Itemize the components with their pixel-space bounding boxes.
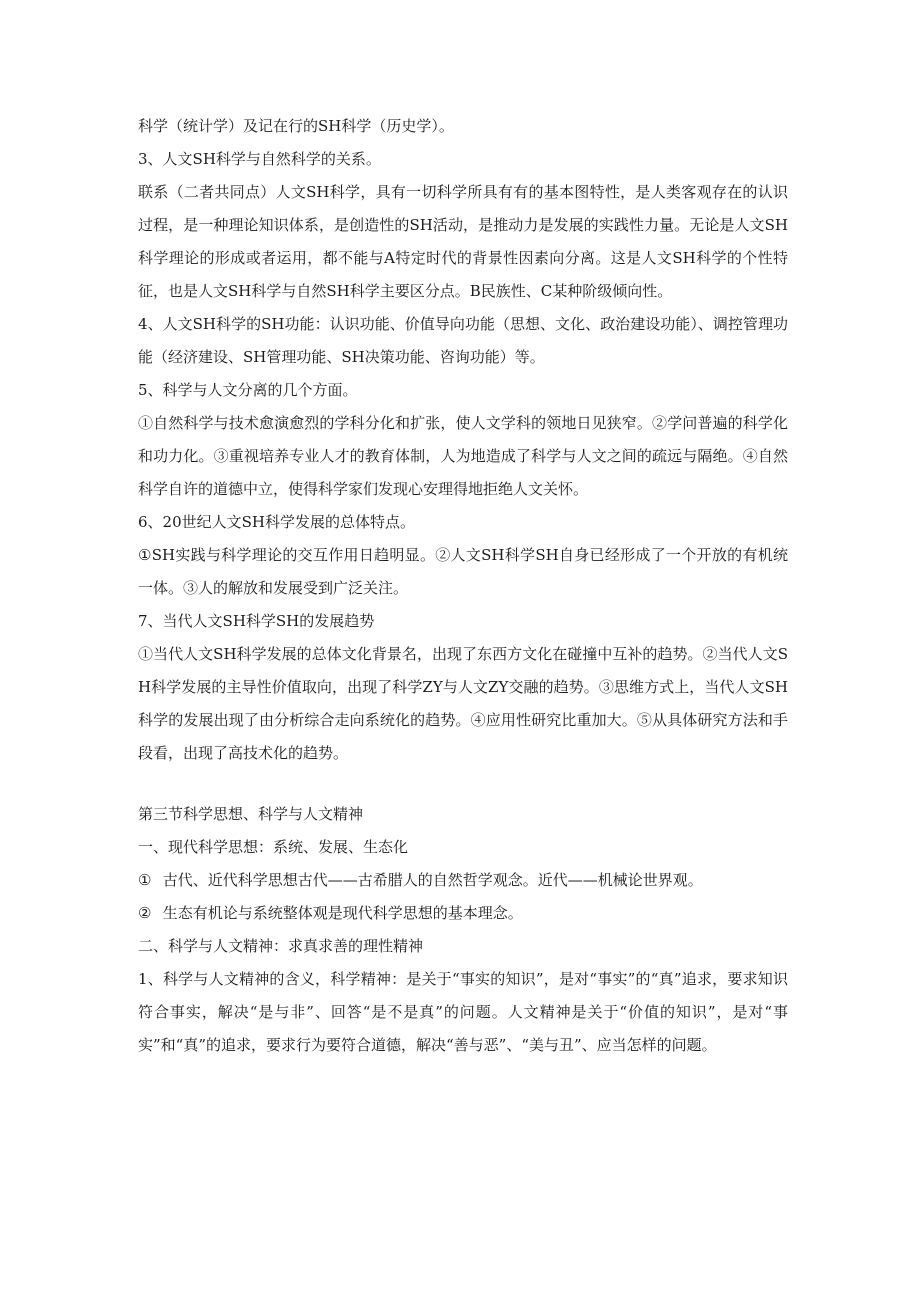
heading-6: 6、20世纪人文SH科学发展的总体特点。 bbox=[138, 513, 415, 531]
paragraph-separation: ①自然科学与技术愈演愈烈的学科分化和扩张，使人文学科的领地日见狭窄。②学问普遍的科学化和功力化。③重视培养专业人才的教育体制，人为地造成了科学与人文之间的疏远与隔绝。④自然科学自许的道德中立，使得科学家们发现心安理得地拒绝人文关怀。 bbox=[138, 414, 788, 498]
paragraph-spirit: 1、科学与人文精神的含义，科学精神：是关于“事实的知识”，是对“事实”的“真”追求，要求知识符合事实，解决“是与非”、回答“是不是真”的问题。人文精神是关于“价值的知识”，是对“事实”和“真”的追求，要求行为要符合道德，解决“善与恶”、“美与丑”、应当怎样的问题。 bbox=[138, 970, 788, 1054]
subsection-heading-2: 二、科学与人文精神：求真求善的理性精神 bbox=[138, 937, 424, 955]
paragraph-functions: 4、人文SH科学的SH功能：认识功能、价值导向功能（思想、文化、政治建设功能）、调控管理功能（经济建设、SH管理功能、SH决策功能、咨询功能）等。 bbox=[138, 315, 788, 366]
list-item bbox=[138, 897, 788, 930]
paragraph-trends: ①当代人文SH科学发展的总体文化背景名，出现了东西方文化在碰撞中互补的趋势。②当代人文SH科学发展的主导性价值取向，出现了科学ZY与人文ZY交融的趋势。③思维方式上，当代人文SH科学的发展出现了由分析综合走向系统化的趋势。④应用性研究比重加大。⑤从具体研究方法和手段看，出现了高技术化的趋势。 bbox=[138, 645, 788, 762]
list-item bbox=[138, 864, 788, 897]
paragraph-20th-century: ①SH实践与科学理论的交互作用日趋明显。②人文SH科学SH自身已经形成了一个开放的有机统一体。③人的解放和发展受到广泛关注。 bbox=[138, 546, 788, 597]
section-title: 第三节科学思想、科学与人文精神 bbox=[138, 805, 364, 823]
subsection-heading-1: 一、现代科学思想：系统、发展、生态化 bbox=[138, 838, 409, 856]
list-item-text: 古代、近代科学思想古代——古希腊人的自然哲学观念。近代——机械论世界观。 bbox=[162, 871, 703, 889]
paragraph-continuation: 科学（统计学）及记在行的SH科学（历史学）。 bbox=[138, 117, 454, 135]
list-item-text: 生态有机论与系统整体观是现代科学思想的基本理念。 bbox=[162, 904, 523, 922]
section-gap bbox=[138, 770, 788, 798]
list-marker: ② bbox=[138, 904, 152, 922]
document-page bbox=[138, 110, 788, 1062]
heading-7: 7、当代人文SH科学SH的发展趋势 bbox=[138, 612, 375, 630]
heading-3: 3、人文SH科学与自然科学的关系。 bbox=[138, 150, 381, 168]
heading-5: 5、科学与人文分离的几个方面。 bbox=[138, 381, 358, 399]
list-marker: ① bbox=[138, 871, 152, 889]
paragraph-relation: 联系（二者共同点）人文SH科学，具有一切科学所具有有的基本图特性，是人类客观存在的认识过程，是一种理论知识体系，是创造性的SH活动，是推动力是发展的实践性力量。无论是人文SH科学理论的形成或者运用，都不能与A特定时代的背景性因素向分离。这是人文SH科学的个性特征，也是人文SH科学与自然SH科学主要区分点。B民族性、C某种阶级倾向性。 bbox=[138, 183, 788, 300]
